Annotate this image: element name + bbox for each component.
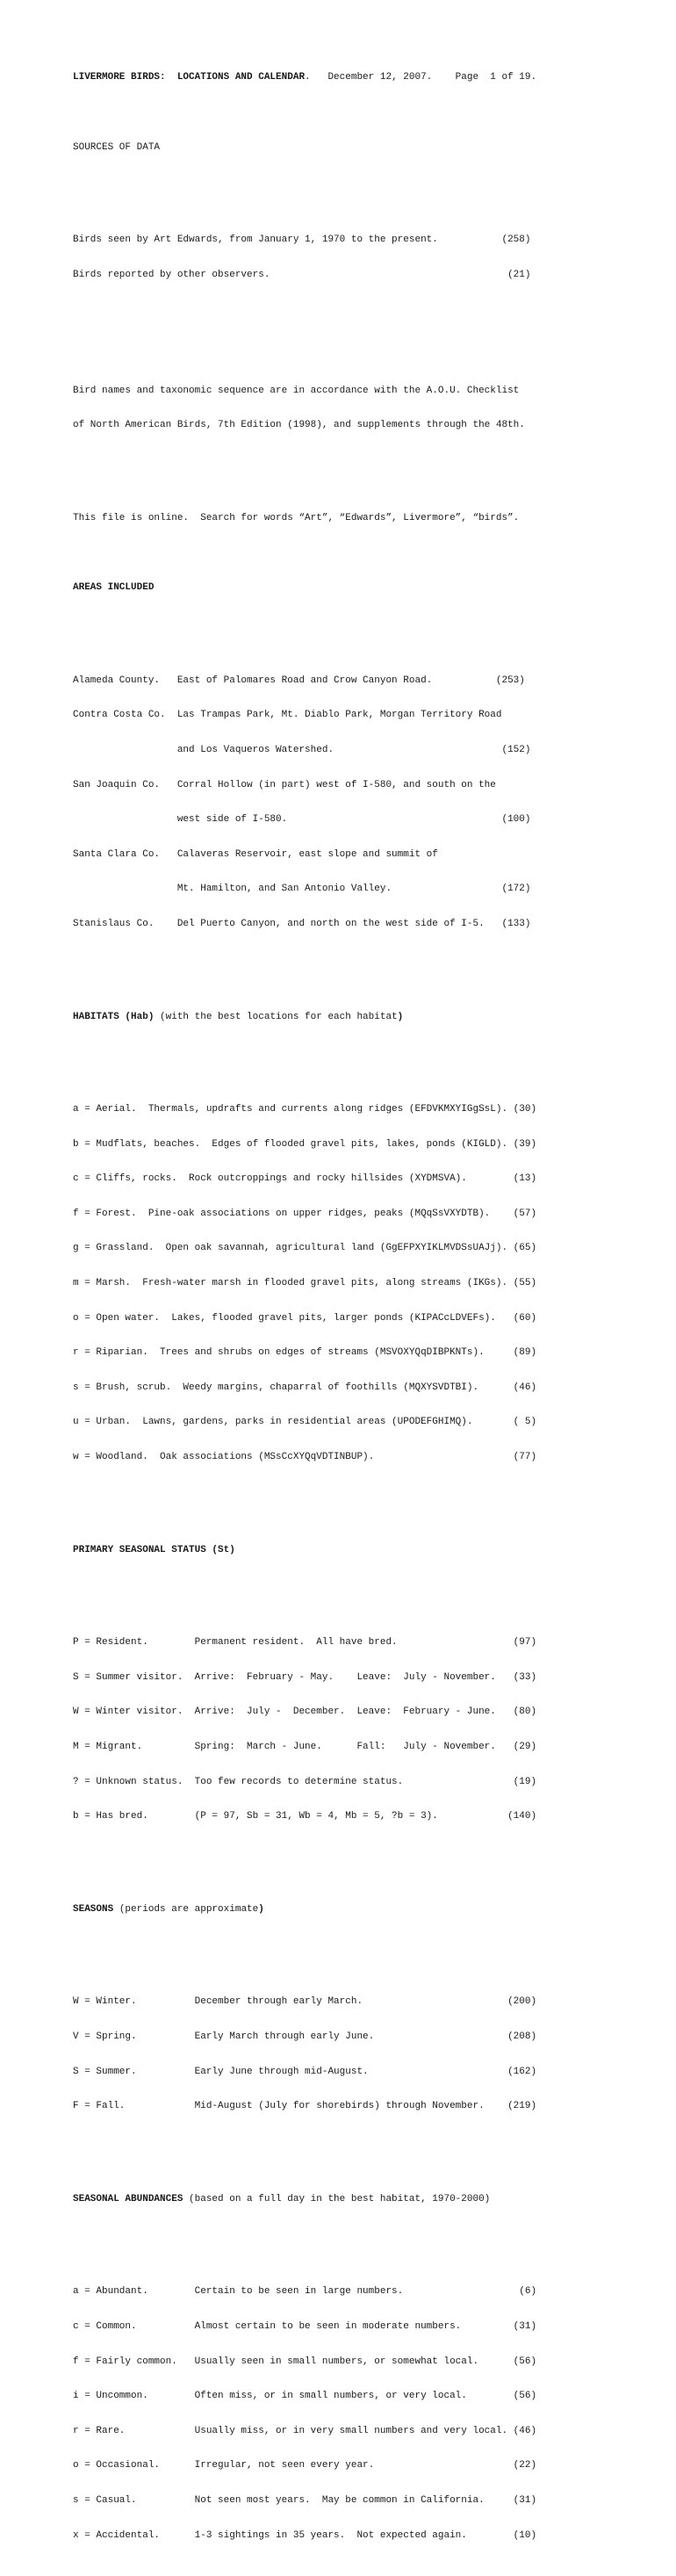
habitat-line: w = Woodland. Oak associations (MSsCcXYQqVDTINBUP). (77) <box>73 1452 537 1463</box>
abundance-line: r = Rare. Usually miss, or in very small numbers and very local. (46) <box>73 2425 537 2436</box>
habitat-line: a = Aerial. Thermals, updrafts and currents along ridges (EFDVKMXYIGgSsL). (30) <box>73 1104 537 1115</box>
online-note: This file is online. Search for words “Art”, “Edwards”, Livermore”, “birds”. <box>73 512 520 523</box>
areas-heading-text: AREAS INCLUDED <box>73 582 155 594</box>
sources-heading: SOURCES OF DATA <box>73 141 161 153</box>
sources-line: Birds reported by other observers. (21) <box>73 269 531 280</box>
habitat-line: c = Cliffs, rocks. Rock outcroppings and rocky hillsides (XYDMSVA). (13) <box>73 1173 537 1185</box>
abundance-line: c = Common. Almost certain to be seen in moderate numbers. (31) <box>73 2320 537 2332</box>
area-line: Contra Costa Co. Las Trampas Park, Mt. Diablo Park, Morgan Territory Road <box>73 710 502 721</box>
aou-line: of North American Birds, 7th Edition (1998), and supplements through the 48th. <box>73 420 525 431</box>
area-line: Alameda County. East of Palomares Road and Crow Canyon Road. (253) <box>73 675 525 686</box>
abundance-line: f = Fairly common. Usually seen in small numbers, or somewhat local. (56) <box>73 2356 537 2367</box>
status-line: ? = Unknown status. Too few records to determine status. (19) <box>73 1776 537 1787</box>
habitats-heading <box>73 1012 536 1023</box>
area-line: west side of I-580. (100) <box>73 814 531 826</box>
areas-list <box>73 652 536 953</box>
status-line: M = Migrant. Spring: March - June. Fall: July - November. (29) <box>73 1742 537 1752</box>
season-line: F = Fall. Mid-August (July for shorebirds) through November. (219) <box>73 2101 537 2112</box>
area-line: and Los Vaqueros Watershed. (152) <box>73 744 531 755</box>
habitats-list <box>73 1081 536 1487</box>
habitats-heading-close: ) <box>397 1011 404 1022</box>
sources-line: Birds seen by Art Edwards, from January 1, 1970 to the present. (258) <box>73 235 531 246</box>
seasons-heading-bold: SEASONS <box>73 1903 114 1915</box>
status-line: S = Summer visitor. Arrive: February - May. Leave: July - November. (33) <box>73 1671 537 1683</box>
abundance-line: o = Occasional. Irregular, not seen every year. (22) <box>73 2460 537 2471</box>
document-title: LIVERMORE BIRDS: LOCATIONS AND CALENDAR <box>73 72 306 83</box>
status-line: b = Has bred. (P = 97, Sb = 31, Wb = 4, Mb = 5, ?b = 3). (140) <box>73 1811 537 1822</box>
area-line: San Joaquin Co. Corral Hollow (in part) west of I-580, and south on the <box>73 779 496 790</box>
habitat-line: s = Brush, scrub. Weedy margins, chaparral of foothills (MQXYSVDTBI). (46) <box>73 1382 537 1393</box>
habitat-line: m = Marsh. Fresh-water marsh in flooded gravel pits, along streams (IKGs). (55) <box>73 1278 537 1289</box>
habitat-line: f = Forest. Pine-oak associations on upper ridges, peaks (MQqSsVXYDTB). (57) <box>73 1208 537 1219</box>
abundances-heading <box>73 2194 536 2205</box>
habitats-heading-note: (with the best locations for each habitat <box>154 1011 398 1022</box>
area-line: Santa Clara Co. Calaveras Reservoir, east slope and summit of <box>73 848 438 860</box>
abundance-line: s = Casual. Not seen most years. May be common in California. (31) <box>73 2494 537 2506</box>
header-date-page: . December 12, 2007. Page 1 of 19. <box>305 72 537 83</box>
habitats-heading-bold: HABITATS (Hab) <box>73 1011 155 1022</box>
habitat-line: g = Grassland. Open oak savannah, agricultural land (GgEFPXYIKLMVDSsUAJj). (65) <box>73 1243 537 1254</box>
season-line: W = Winter. December through early March. (200) <box>73 1996 537 2008</box>
document-page <box>73 49 536 2576</box>
seasonal-status-heading <box>73 1545 536 1556</box>
seasonal-status-heading-text: PRIMARY SEASONAL STATUS (St) <box>73 1544 235 1555</box>
seasons-list <box>73 1973 536 2136</box>
seasons-heading <box>73 1904 536 1916</box>
habitat-line: o = Open water. Lakes, flooded gravel pits, larger ponds (KIPACcLDVEFs). (60) <box>73 1312 537 1324</box>
abundances-list <box>73 2263 536 2565</box>
season-line: S = Summer. Early June through mid-August. (162) <box>73 2066 537 2077</box>
abundances-heading-note: (based on a full day in the best habitat, 1970-2000) <box>183 2193 491 2204</box>
seasons-heading-close: ) <box>258 1903 264 1915</box>
status-line: P = Resident. Permanent resident. All have bred. (97) <box>73 1637 537 1649</box>
sources-list <box>73 212 536 305</box>
area-line: Mt. Hamilton, and San Antonio Valley. (172) <box>73 884 531 895</box>
habitat-line: b = Mudflats, beaches. Edges of flooded gravel pits, lakes, ponds (KIGLD). (39) <box>73 1138 537 1150</box>
areas-heading <box>73 582 536 594</box>
abundance-line: a = Abundant. Certain to be seen in large numbers. (6) <box>73 2286 537 2298</box>
seasons-heading-note: (periods are approximate <box>113 1903 259 1915</box>
seasonal-status-list <box>73 1614 536 1846</box>
abundances-heading-bold: SEASONAL ABUNDANCES <box>73 2193 183 2204</box>
aou-line: Bird names and taxonomic sequence are in accordance with the A.O.U. Checklist <box>73 385 520 396</box>
habitat-line: r = Riparian. Trees and shrubs on edges of streams (MSVOXYQqDIBPKNTs). (89) <box>73 1347 537 1359</box>
abundance-line: i = Uncommon. Often miss, or in small numbers, or very local. (56) <box>73 2391 537 2402</box>
season-line: V = Spring. Early March through early June. (208) <box>73 2031 537 2042</box>
aou-paragraph <box>73 362 536 455</box>
area-line: Stanislaus Co. Del Puerto Canyon, and north on the west side of I-5. (133) <box>73 918 531 929</box>
page-header <box>73 72 536 83</box>
abundance-line: x = Accidental. 1-3 sightings in 35 years. Not expected again. (10) <box>73 2529 537 2541</box>
status-line: W = Winter visitor. Arrive: July - December. Leave: February - June. (80) <box>73 1707 537 1718</box>
habitat-line: u = Urban. Lawns, gardens, parks in residential areas (UPODEFGHIMQ). ( 5) <box>73 1417 537 1428</box>
